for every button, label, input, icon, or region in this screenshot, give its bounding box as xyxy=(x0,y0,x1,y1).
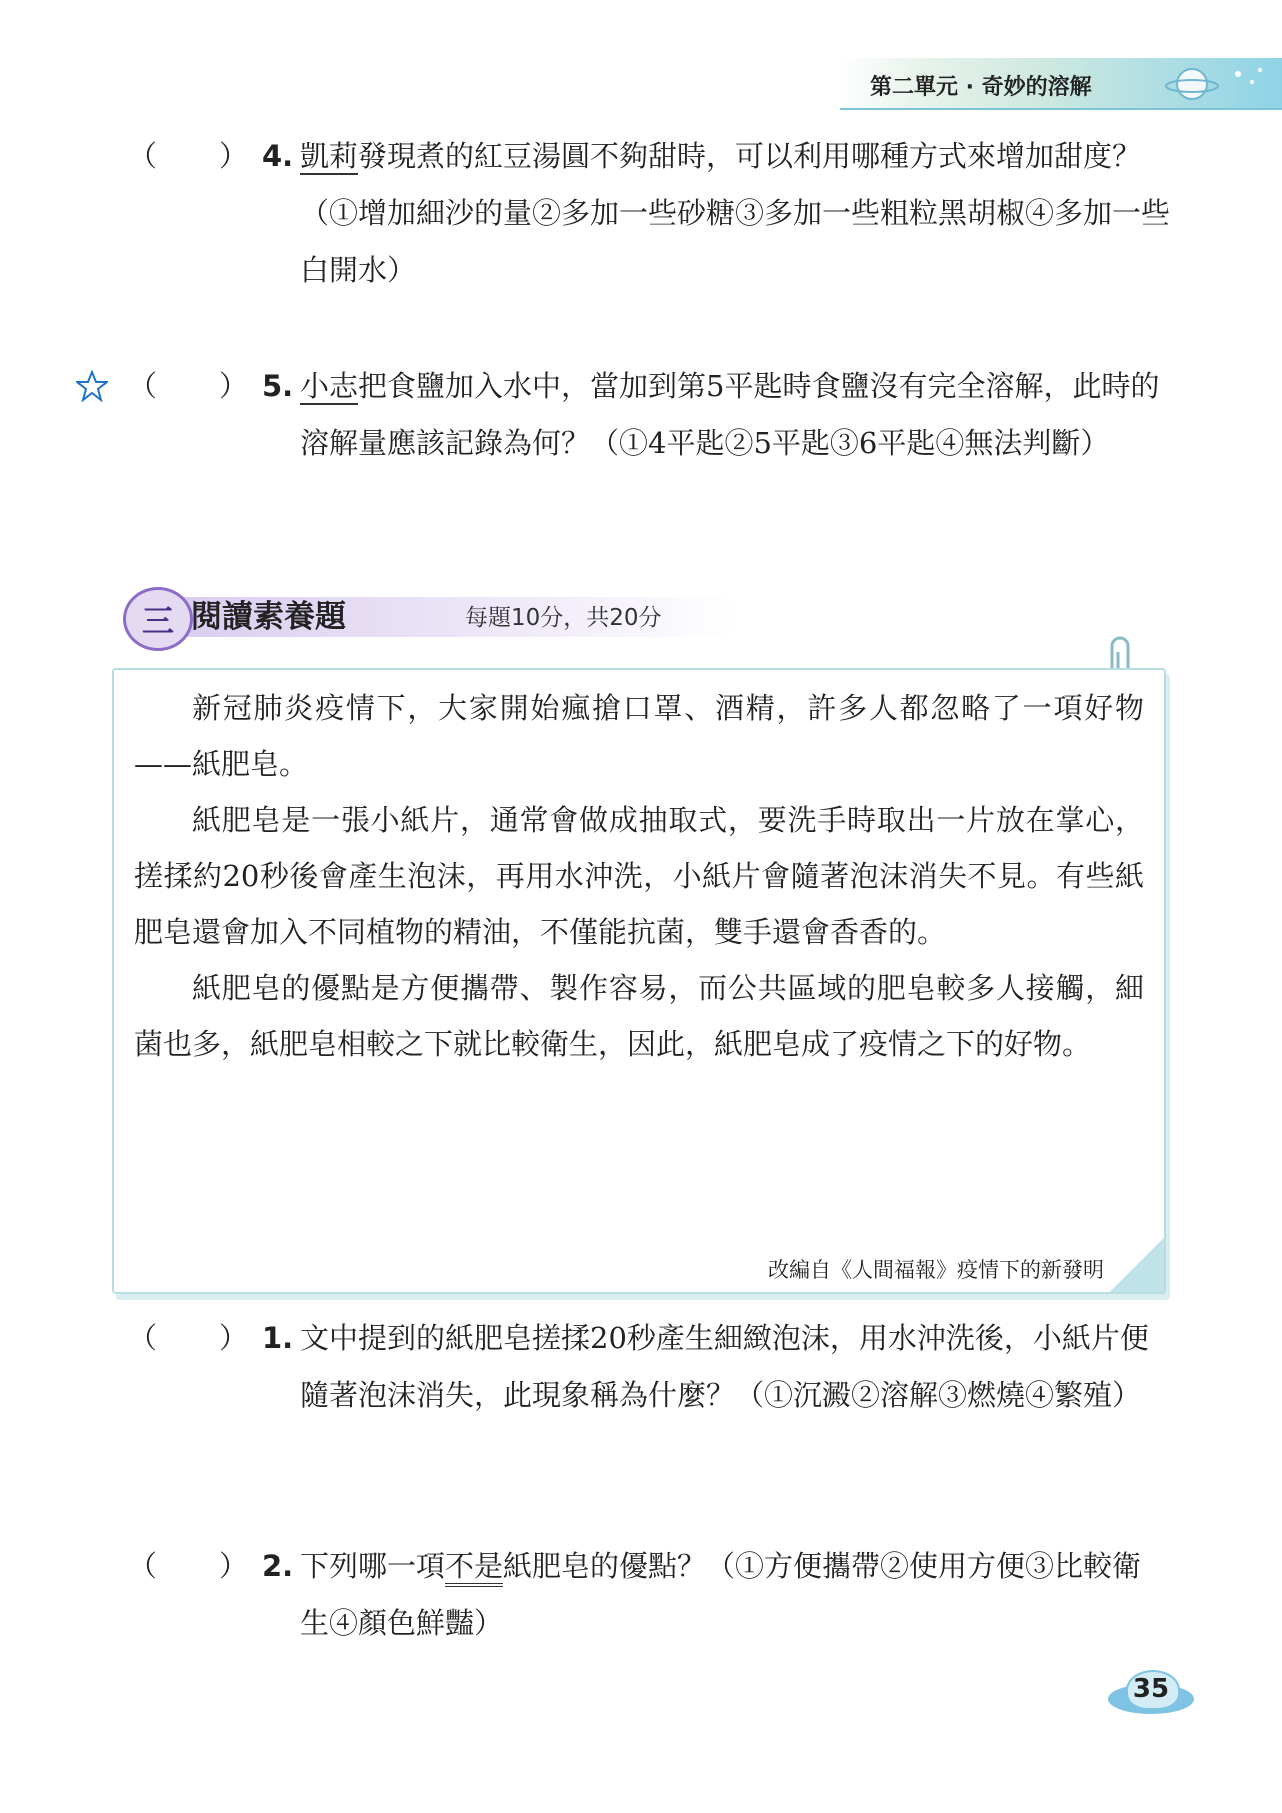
question-2 xyxy=(0,1538,1282,1708)
question-number: 5. xyxy=(262,369,294,403)
question-5 xyxy=(0,358,1282,588)
page-fold xyxy=(1110,1238,1164,1292)
page-number xyxy=(1108,1670,1194,1720)
unit-header xyxy=(840,58,1282,110)
question-number: 4. xyxy=(262,139,294,173)
question-number: 1. xyxy=(262,1321,294,1355)
page-number-text: 35 xyxy=(1132,1674,1170,1704)
question-text: 紙肥皂的優點？（①方便攜帶②使用方便③比較衛生④顏色鮮豔） xyxy=(300,1549,1142,1640)
section-score: 每題10分，共20分 xyxy=(465,605,662,631)
unit-title: 第二單元 · 奇妙的溶解 xyxy=(870,75,1092,100)
section-header xyxy=(115,585,815,651)
passage-source: 改編自《人間福報》疫情下的新發明 xyxy=(768,1258,1104,1282)
answer-blank[interactable]: （ ） xyxy=(128,139,248,173)
question-text: 把食鹽加入水中，當加到第5平匙時食鹽沒有完全溶解，此時的溶解量應該記錄為何？（①4平匙②5平匙③6平匙④無法判斷） xyxy=(300,369,1160,460)
answer-blank[interactable]: （ ） xyxy=(128,1549,248,1583)
star-icon xyxy=(76,370,108,402)
passage-paragraph: 紙肥皂的優點是方便攜帶、製作容易，而公共區域的肥皂較多人接觸，細菌也多，紙肥皂相較之下就比較衛生，因此，紙肥皂成了疫情之下的好物。 xyxy=(134,971,1144,1061)
section-title: 閱讀素養題 xyxy=(191,599,346,635)
planet-icon xyxy=(1152,62,1272,106)
reading-passage xyxy=(112,668,1166,1294)
question-number: 2. xyxy=(262,1549,294,1583)
question-1 xyxy=(0,1310,1282,1540)
question-text: 下列哪一項 xyxy=(300,1549,446,1583)
person-name: 小志 xyxy=(300,369,359,403)
passage-paragraph: 紙肥皂是一張小紙片，通常會做成抽取式，要洗手時取出一片放在掌心，搓揉約20秒後會產生泡沫，再用水沖洗，小紙片會隨著泡沫消失不見。有些紙肥皂還會加入不同植物的精油，不僅能抗菌，雙手還會香香的。 xyxy=(134,803,1144,949)
passage-paragraph: 新冠肺炎疫情下，大家開始瘋搶口罩、酒精，許多人都忽略了一項好物——紙肥皂。 xyxy=(134,691,1144,781)
question-4 xyxy=(0,128,1282,358)
question-text: 發現煮的紅豆湯圓不夠甜時，可以利用哪種方式來增加甜度？（①增加細沙的量②多加一些砂糖③多加一些粗粒黑胡椒④多加一些白開水） xyxy=(300,139,1171,287)
question-emphasis: 不是 xyxy=(445,1549,503,1587)
answer-blank[interactable]: （ ） xyxy=(128,1321,248,1355)
section-badge: 三 xyxy=(123,587,193,651)
person-name: 凱莉 xyxy=(300,139,359,173)
question-text: 文中提到的紙肥皂搓揉20秒產生細緻泡沫，用水沖洗後，小紙片便隨著泡沫消失，此現象稱為什麼？（①沉澱②溶解③燃燒④繁殖） xyxy=(300,1321,1149,1412)
answer-blank[interactable]: （ ） xyxy=(128,369,248,403)
